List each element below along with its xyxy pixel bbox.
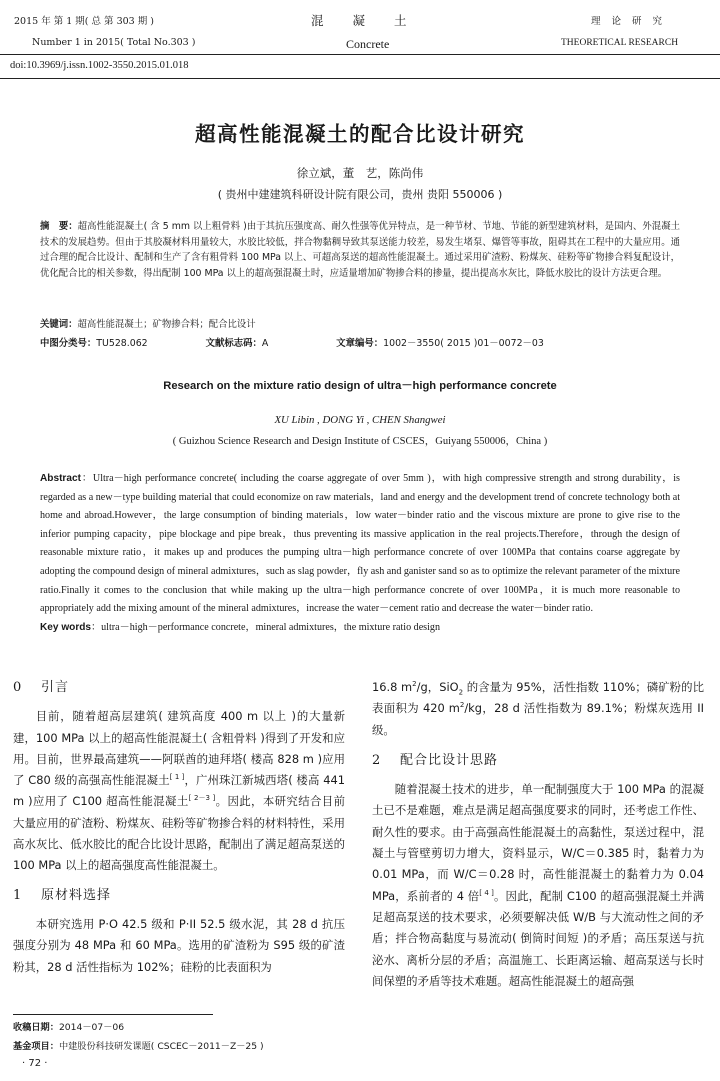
intro-text-a: 目前，随着超高层建筑( 建筑高度 400 m 以上 )的大量新建，100 MPa 以上的超高性能混凝土( 含粗骨料 )得到了开发和应用。目前，世界最高建筑——阿联酋的迪拜塔( 楼高 828 m )应用了 C80 级的高强高性能混凝土 <box>13 709 345 788</box>
design-text-b: 。因此，配制 C100 的超高强混凝土并满足超高泵送的技术要求，必须要解决低 W/B 与大流动性之间的矛盾；拌合物高黏度与易流动( 倒筒时间短 )的矛盾；高压泵送与抗泌水、离析分层的矛盾；高温施工、长距离运输、超高泵送与长时间保塑的矛盾等技术难题。超高性能混凝土的超高强 <box>372 888 704 988</box>
keywords-cn-label: 关键词： <box>40 319 78 330</box>
affiliation-cn: ( 贵州中建建筑科研设计院有限公司，贵州 贵阳 550006 ) <box>217 188 503 201</box>
citation-2-3: [ 2－3 ] <box>188 794 216 803</box>
section-title: 原材料选择 <box>41 887 112 903</box>
article-number-label: 文章编号： <box>336 338 384 349</box>
clc-value: TU528.062 <box>96 338 148 349</box>
intro-paragraph <box>13 706 345 876</box>
sup-2b: 2 <box>459 701 465 710</box>
mat-text-c: 的含量为 95%，活性指数 110%；磷矿粉的比表面积为 420 m <box>372 680 704 716</box>
body-right-column <box>372 677 704 992</box>
intro-text-c: 。因此，本研究结合目前大量应用的矿渣粉、粉煤灰、硅粉等矿物掺合料的材料特性，采用高水灰比、低水胶比的配合比设计思路，配制出了满足超高泵送的 100 MPa 以上的超高强度高性能混凝土。 <box>13 794 345 873</box>
affiliation-en: ( Guizhou Science Research and Design Institute of CSCES，Guiyang 550006，China ) <box>172 436 548 447</box>
section-heading-materials <box>13 885 345 906</box>
article-number-value: 1002－3550( 2015 )01－0072－03 <box>383 338 544 349</box>
mat-text-b: /g，SiO <box>416 680 459 694</box>
header-rule <box>0 54 720 55</box>
journal-title-en: Concrete <box>346 37 390 51</box>
received-value: 2014－07－06 <box>58 1022 125 1033</box>
mat-text-a: 16.8 m <box>372 680 413 694</box>
fund-project <box>13 1038 264 1052</box>
sup-2: 2 <box>412 680 417 689</box>
design-text-a: 随着混凝土技术的进步，单一配制强度大于 100 MPa 的混凝土已不是难题，难点是满足超高强度要求的同时，还考虑工作性、耐久性的要求。由于高强高性能混凝土的高黏性，泵送过程中，混凝土与管壁剪切力增大，资料显示，W/C＝0.385 时，黏着力为 0.01 MPa，而 W/C＝0.28 时，高性能混凝土的黏着力为 0.04 MPa，系前者的 4 倍 <box>372 782 704 903</box>
keywords-en-label: Key words <box>40 621 92 633</box>
doi: doi:10.3969/j.issn.1002-3550.2015.01.018 <box>10 60 189 71</box>
mat-text-d: /kg，28 d 活性指数为 89.1%；粉煤灰选用 II 级。 <box>372 701 704 737</box>
paper-title-en: Research on the mixture ratio design of ultra－high performance concrete <box>163 380 557 392</box>
page-number: · 72 · <box>22 1058 48 1069</box>
abstract-cn-label: 摘 要： <box>40 221 78 232</box>
doc-code-label: 文献标志码： <box>205 338 262 349</box>
section-title: 引言 <box>41 680 70 695</box>
abstract-en <box>40 470 680 637</box>
keywords-en-text: ：ultra－high－performance concrete，mineral admixtures，the mixture ratio design <box>91 621 441 633</box>
clc-label: 中图分类号： <box>40 338 97 349</box>
fund-label: 基金项目： <box>13 1041 59 1052</box>
doc-code-value: A <box>261 338 269 349</box>
sub-2: 2 <box>458 688 464 697</box>
journal-title-cn: 混凝土 <box>311 13 436 28</box>
authors-en: XU Libin , DONG Yi , CHEN Shangwei <box>274 414 446 426</box>
authors-cn: 徐立斌，董 艺，陈尚伟 <box>296 166 424 180</box>
received-label: 收稿日期： <box>13 1022 59 1033</box>
fund-value: 中建股份科技研发课题( CSCEC－2011－Z－25 ) <box>58 1041 264 1052</box>
keywords-cn-text: 超高性能混凝土；矿物掺合料；配合比设计 <box>77 319 256 330</box>
column-name-cn: 理 论 研 究 <box>591 16 667 27</box>
intro-text-b: ，广州珠江新城西塔( 楼高 441 m )应用了 C100 超高性能混凝土 <box>13 773 345 809</box>
design-paragraph <box>372 779 704 992</box>
footnote-rule <box>13 1014 213 1015</box>
section-number: 2 <box>372 752 381 768</box>
doi-rule <box>0 78 720 79</box>
section-heading-intro <box>13 677 345 698</box>
issue-info-en: Number 1 in 2015( Total No.303 ) <box>32 37 196 48</box>
abstract-en-label: Abstract <box>40 473 81 484</box>
citation-4: [ 4 ] <box>479 888 494 897</box>
section-number: 0 <box>13 680 22 695</box>
section-number: 1 <box>13 887 22 903</box>
body-left-column <box>13 677 345 978</box>
issue-info-cn: 2015 年 第 1 期( 总 第 303 期 ) <box>14 16 154 27</box>
paper-title-cn: 超高性能混凝土的配合比设计研究 <box>195 122 525 146</box>
column-name-en: THEORETICAL RESEARCH <box>561 38 679 48</box>
materials-paragraph: 本研究选用 P·O 42.5 级和 P·II 52.5 级水泥，其 28 d 抗压强度分别为 48 MPa 和 60 MPa。选用的矿渣粉为 S95 级的矿渣粉其，28 d 活性指标为 102%；硅粉的比表面积为 <box>13 916 345 974</box>
abstract-en-text: ：Ultra－high performance concrete( including the coarse aggregate of over 5mm )，with high compressive strength and strong durability，is regarded as a new－type building material that could economize on raw materials，land and energy and the development trend of concrete technology both at home and abroad.However，the large consumption of binding materials，low water－binder ratio and the viscous mixture are prone to give rise to the inferior pumping capacity，pipe blockage and pipe break，thus preventing its massive application in the real projects.Therefore，through the design of reasonable mixture ratio，it makes up and produces the pumping ultra－high performance concrete of over 100MPa that contains coarse aggregate by adopting the compound design of mineral admixtures，such as slag powder，fly ash and ganister sand so as to optimize the relevant parameter of the mixture ratio.Finally it comes to the conclusion that while making up the ultra－high performance concrete of over 100MPa，it is much more reasonable to appropriately add the mixing amount of the mineral admixtures，increase the water－cement ratio and decrease the water－binder ratio. <box>40 473 680 615</box>
keywords-cn <box>40 317 680 333</box>
abstract-cn <box>40 219 680 281</box>
section-heading-design <box>372 750 704 771</box>
abstract-cn-text: 超高性能混凝土( 含 5 mm 以上粗骨料 )由于其抗压强度高、耐久性强等优异特点，是一种节材、节地、节能的新型建筑材料，是国内、外混凝土技术的发展趋势。但由于其胶凝材料用量较大，水胶比较低，拌合物黏稠导致其泵送能力较差，易发生堵泵、爆管等事故，阻碍其在工程中的大量应用。通过合理的配合比设计、配制和生产了含有粗骨料 100 MPa 以上、可超高泵送的超高性能混凝土。通过采用矿渣粉、粉煤灰、硅粉等矿物掺合料复配设计，优化配合比的相关参数，得出配制 100 MPa 以上的超高强混凝土时，应适量增加矿物掺合料的掺量，提出提高水灰比，降低水胶比的设计方法更合理。 <box>40 221 680 279</box>
classification-line <box>40 336 680 352</box>
materials-continued <box>372 677 704 741</box>
received-date <box>13 1019 124 1033</box>
citation-1: [ 1 ] <box>169 773 185 782</box>
section-title: 配合比设计思路 <box>400 752 499 768</box>
